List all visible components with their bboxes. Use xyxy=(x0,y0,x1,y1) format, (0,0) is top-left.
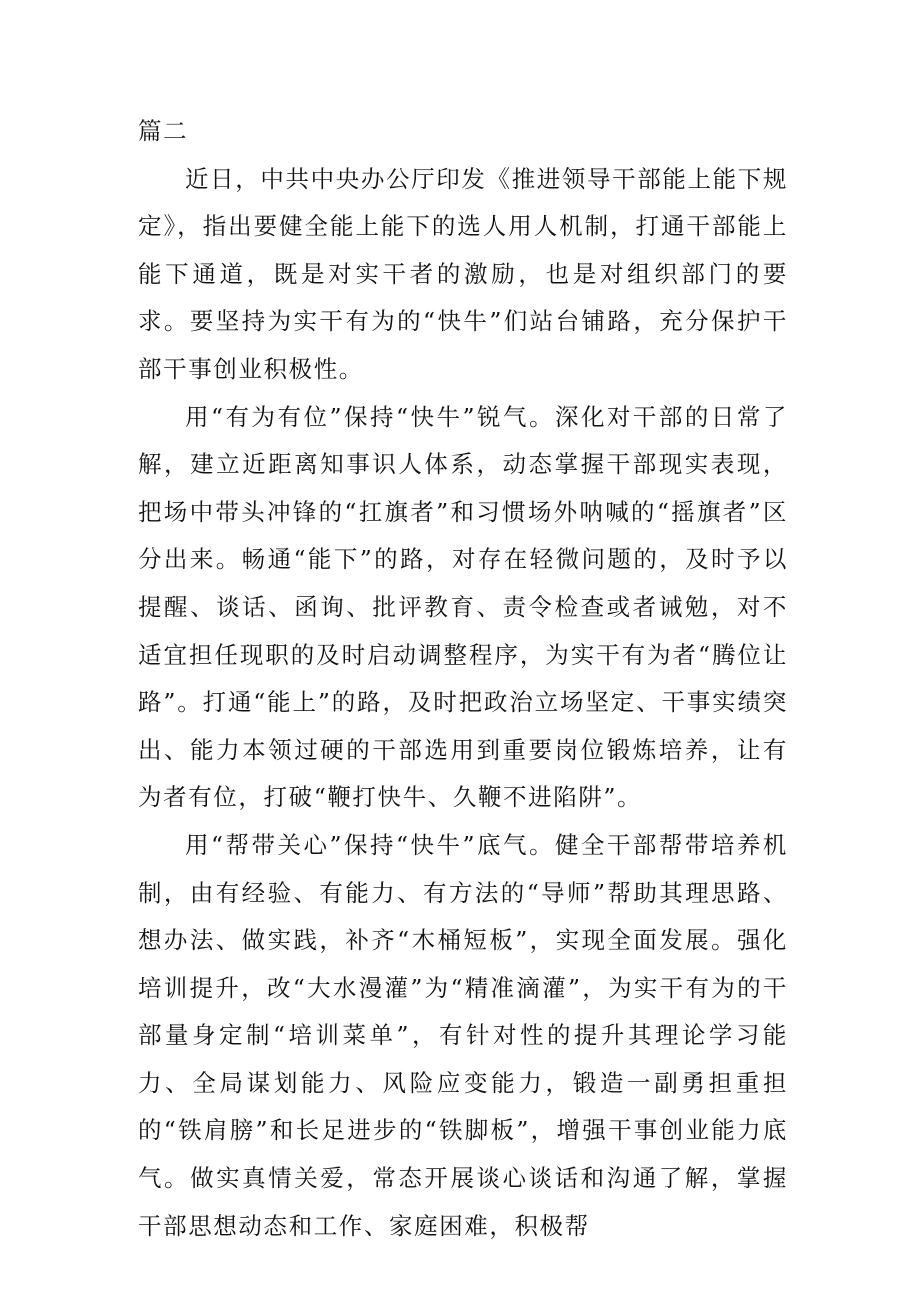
document-body xyxy=(138,108,788,1250)
paragraph-bangdai-guanxin: 用“帮带关心”保持“快牛”底气。健全干部帮带培养机制，由有经验、有能力、有方法的“导师”帮助其理思路、想办法、做实践，补齐“木桶短板”，实现全面发展。强化培训提升，改“大水漫灌”为“精准滴灌”，为实干有为的干部量身定制“培训菜单”，有针对性的提升其理论学习能力、全局谋划能力、风险应变能力，锻造一副勇担重担的“铁肩膀”和长足进步的“铁脚板”，增强干事创业能力底气。做实真情关爱，常态开展谈心谈话和沟通了解，掌握干部思想动态和工作、家庭困难，积极帮 xyxy=(138,830,788,1240)
section-title: 篇二 xyxy=(138,117,189,145)
paragraph-youwei-youwei: 用“有为有位”保持“快牛”锐气。深化对干部的日常了解，建立近距离知事识人体系，动态掌握干部现实表现，把场中带头冲锋的“扛旗者”和习惯场外呐喊的“摇旗者”区分出来。畅通“能下”的路，对存在轻微问题的，及时予以提醒、谈话、函询、批评教育、责令检查或者诫勉，对不适宜担任现职的及时启动调整程序，为实干有为者“腾位让路”。打通“能上”的路，及时把政治立场坚定、干事实绩突出、能力本领过硬的干部选用到重要岗位锻炼培养，让有为者有位，打破“鞭打快牛、久鞭不进陷阱”。 xyxy=(138,402,788,812)
paragraph-intro: 近日，中共中央办公厅印发《推进领导干部能上能下规定》，指出要健全能上能下的选人用人机制，打通干部能上能下通道，既是对实干者的激励，也是对组织部门的要求。要坚持为实干有为的“快牛”们站台铺路，充分保护干部干事创业积极性。 xyxy=(138,164,788,383)
